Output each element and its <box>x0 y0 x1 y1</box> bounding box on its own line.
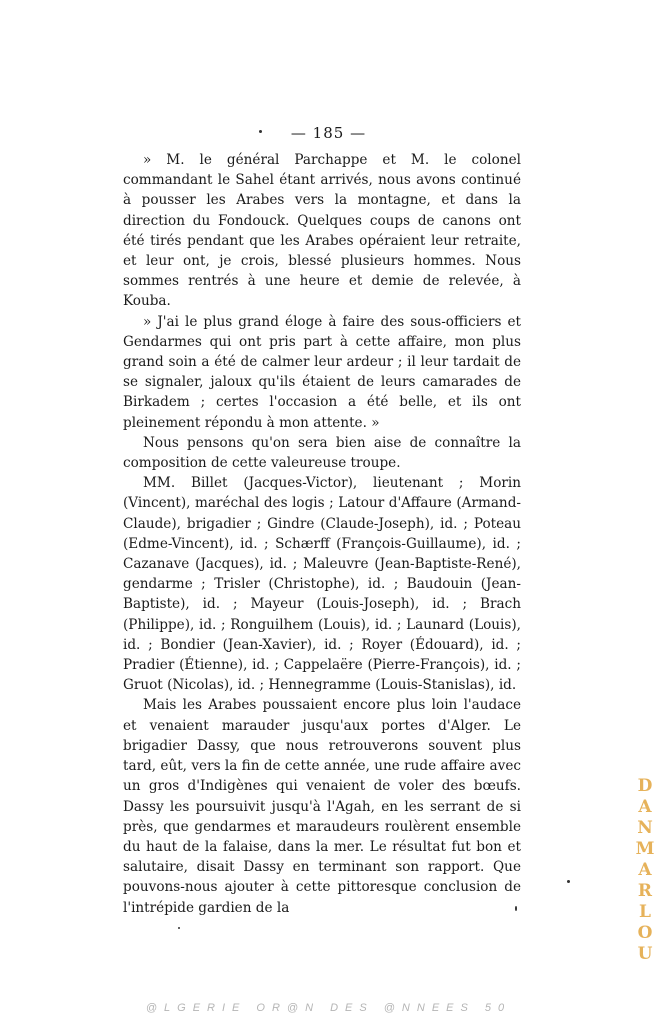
paragraph-report-part-1: » M. le général Parchappe et M. le colonel commandant le Sahel étant arrivés, nous avons continué à pousser les Arabes vers la montagne, et dans la direction du Fondouck. Quelques coups de canons ont été tirés pendant que les Arabes opéraient leur retraite, et leur ont, je crois, blessé plusieurs hommes. Nous sommes rentrés à une heure et demie de relevée, à Kouba. <box>123 152 521 310</box>
scan-speck <box>259 130 262 133</box>
paragraph-composition-intro: Nous pensons qu'on sera bien aise de connaître la composition de cette valeureuse troupe. <box>123 434 521 472</box>
page-number: — 185 — <box>290 124 367 142</box>
watermark-vertical: DANMARLOU <box>635 776 655 965</box>
scan-speck <box>567 880 570 883</box>
scan-speck <box>515 906 517 911</box>
paragraph-report-part-2: » J'ai le plus grand éloge à faire des sous-officiers et Gendarmes qui ont pris part à cette affaire, mon plus grand soin a été de calmer leur ardeur ; il leur tardait de se signaler, jaloux qu'ils étaient de leurs camarades de Birkadem ; certes l'occasion a été belle, et ils ont pleinement répondu à mon attente. » <box>123 313 521 431</box>
footer-caption: @LGERIE OR@N DES @NNEES 50 <box>145 1002 512 1014</box>
paragraph-dassy: Mais les Arabes poussaient encore plus loin l'audace et venaient marauder jusqu'aux portes d'Alger. Le brigadier Dassy, que nous retrouverons souvent plus tard, eût, vers la fin de cette année, une rude affaire avec un gros d'Indigènes qui venaient de voler des bœufs. Dassy les poursuivit jusqu'à l'Agah, en les serrant de si près, que gendarmes et maraudeurs roulèrent ensemble du haut de la falaise, dans la mer. Le résultat fut bon et salutaire, disait Dassy en terminant son rapport. Que pouvons-nous ajouter à cette pittoresque conclusion de l'intrépide gardien de la <box>123 697 521 916</box>
body-text <box>123 150 521 918</box>
paragraph-roster: MM. Billet (Jacques-Victor), lieutenant ; Morin (Vincent), maréchal des logis ; Latour d'Affaure (Armand-Claude), brigadier ; Gindre (Claude-Joseph), id. ; Poteau (Edme-Vincent), id. ; Schærff (François-Guillaume), id. ; Cazanave (Jacques), id. ; Maleuvre (Jean-Baptiste-René), gendarme ; Trisler (Christophe), id. ; Baudouin (Jean-Baptiste), id. ; Mayeur (Louis-Joseph), id. ; Brach (Philippe), id. ; Ronguilhem (Louis), id. ; Launard (Louis), id. ; Bondier (Jean-Xavier), id. ; Royer (Édouard), id. ; Pradier (Étienne), id. ; Cappelaëre (Pierre-François), id. ; Gruot (Nicolas), id. ; Hennegramme (Louis-Stanislas), id. <box>123 475 521 694</box>
scan-speck <box>178 927 180 929</box>
